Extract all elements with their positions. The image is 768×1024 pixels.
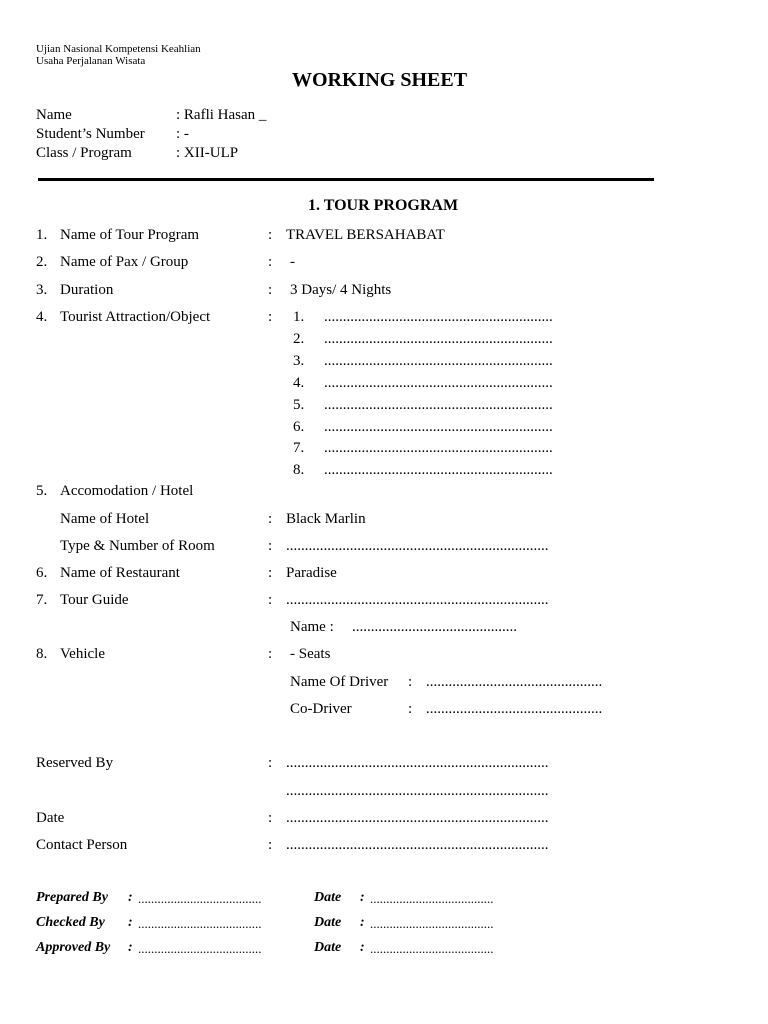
page-title: WORKING SHEET xyxy=(292,69,468,91)
attraction-number: 4. xyxy=(293,375,305,391)
attraction-blank[interactable]: ............................................................. xyxy=(324,462,553,478)
colon: : xyxy=(128,890,133,905)
item-number: 4. xyxy=(36,309,48,325)
accommodation-label: Accomodation / Hotel xyxy=(60,483,194,499)
item-number: 5. xyxy=(36,483,48,499)
attraction-number: 8. xyxy=(293,462,305,478)
hotel-name-value: Black Marlin xyxy=(286,511,366,527)
section-title: 1. TOUR PROGRAM xyxy=(308,197,459,214)
tour-program-value: TRAVEL BERSAHABAT xyxy=(286,227,445,243)
prepared-date-blank[interactable]: ...................................... xyxy=(370,891,494,906)
colon: : xyxy=(128,915,133,930)
prepared-date-label: Date xyxy=(314,890,342,905)
guide-name-label: Name : xyxy=(290,619,334,635)
checked-by-blank[interactable]: ...................................... xyxy=(138,916,262,931)
pax-group-label: Name of Pax / Group xyxy=(60,254,189,270)
date-blank[interactable]: ...................................................................... xyxy=(286,810,549,826)
item-number: 1. xyxy=(36,227,48,243)
attraction-blank[interactable]: ............................................................. xyxy=(324,375,553,391)
item-number: 8. xyxy=(36,646,48,662)
duration-value: 3 Days/ 4 Nights xyxy=(290,282,392,298)
colon: : xyxy=(360,940,365,955)
restaurant-label: Name of Restaurant xyxy=(60,565,180,581)
contact-person-blank[interactable]: ...................................................................... xyxy=(286,837,549,853)
attraction-number: 1. xyxy=(293,309,305,325)
driver-blank[interactable]: ............................................... xyxy=(426,674,603,690)
item-number: 7. xyxy=(36,592,48,608)
colon: : xyxy=(268,755,273,771)
colon: : xyxy=(408,674,413,690)
item-number: 2. xyxy=(36,254,48,270)
attraction-number: 6. xyxy=(293,419,305,435)
approved-date-blank[interactable]: ...................................... xyxy=(370,941,494,956)
exam-title: Ujian Nasional Kompetensi Keahlian xyxy=(36,43,201,55)
item-number: 6. xyxy=(36,565,48,581)
attraction-blank[interactable]: ............................................................. xyxy=(324,309,553,325)
colon: : xyxy=(268,254,273,270)
contact-person-label: Contact Person xyxy=(36,837,128,853)
attraction-blank[interactable]: ............................................................. xyxy=(324,419,553,435)
tourist-attraction-label: Tourist Attraction/Object xyxy=(60,309,211,325)
hotel-name-label: Name of Hotel xyxy=(60,511,150,527)
date-label: Date xyxy=(36,810,65,826)
checked-date-label: Date xyxy=(314,915,342,930)
prepared-by-label: Prepared By xyxy=(36,890,108,905)
colon: : xyxy=(128,940,133,955)
colon: : xyxy=(268,309,273,325)
class-value: : XII-ULP xyxy=(176,145,239,161)
pax-group-value: - xyxy=(290,254,295,270)
attraction-number: 5. xyxy=(293,397,305,413)
checked-date-blank[interactable]: ...................................... xyxy=(370,916,494,931)
tour-guide-blank[interactable]: ...................................................................... xyxy=(286,592,549,608)
colon: : xyxy=(408,701,413,717)
colon: : xyxy=(268,592,273,608)
reserved-by-label: Reserved By xyxy=(36,755,114,771)
student-number-value: : - xyxy=(176,126,189,142)
prepared-by-blank[interactable]: ...................................... xyxy=(138,891,262,906)
guide-name-blank[interactable]: ............................................ xyxy=(352,619,517,635)
colon: : xyxy=(268,538,273,554)
colon: : xyxy=(268,810,273,826)
attraction-blank[interactable]: ............................................................. xyxy=(324,331,553,347)
checked-by-label: Checked By xyxy=(36,915,105,930)
attraction-number: 7. xyxy=(293,440,305,456)
name-label: Name xyxy=(36,107,72,123)
codriver-blank[interactable]: ............................................... xyxy=(426,701,603,717)
approved-date-label: Date xyxy=(314,940,342,955)
colon: : xyxy=(268,511,273,527)
program-name: Usaha Perjalanan Wisata xyxy=(36,55,146,67)
colon: : xyxy=(360,890,365,905)
reserved-by-blank[interactable]: ...................................................................... xyxy=(286,755,549,771)
item-number: 3. xyxy=(36,282,48,298)
duration-label: Duration xyxy=(60,282,114,298)
colon: : xyxy=(268,646,273,662)
attraction-blank[interactable]: ............................................................. xyxy=(324,397,553,413)
divider-rule xyxy=(38,178,654,181)
name-value: : Rafli Hasan _ xyxy=(176,107,267,123)
approved-by-blank[interactable]: ...................................... xyxy=(138,941,262,956)
student-number-label: Student’s Number xyxy=(36,126,145,142)
colon: : xyxy=(268,837,273,853)
colon: : xyxy=(268,565,273,581)
attraction-blank[interactable]: ............................................................. xyxy=(324,353,553,369)
approved-by-label: Approved By xyxy=(36,940,111,955)
reserved-by-blank-2[interactable]: ...................................................................... xyxy=(286,783,549,799)
colon: : xyxy=(360,915,365,930)
attraction-number: 2. xyxy=(293,331,305,347)
class-label: Class / Program xyxy=(36,145,132,161)
tour-program-label: Name of Tour Program xyxy=(60,227,200,243)
attraction-blank[interactable]: ............................................................. xyxy=(324,440,553,456)
driver-label: Name Of Driver xyxy=(290,674,389,690)
codriver-label: Co-Driver xyxy=(290,701,352,717)
room-type-blank[interactable]: ...................................................................... xyxy=(286,538,549,554)
attraction-number: 3. xyxy=(293,353,305,369)
colon: : xyxy=(268,227,273,243)
colon: : xyxy=(268,282,273,298)
vehicle-label: Vehicle xyxy=(60,646,105,662)
tour-guide-label: Tour Guide xyxy=(60,592,129,608)
vehicle-seats-value: - Seats xyxy=(290,646,331,662)
restaurant-value: Paradise xyxy=(286,565,337,581)
room-type-label: Type & Number of Room xyxy=(60,538,215,554)
